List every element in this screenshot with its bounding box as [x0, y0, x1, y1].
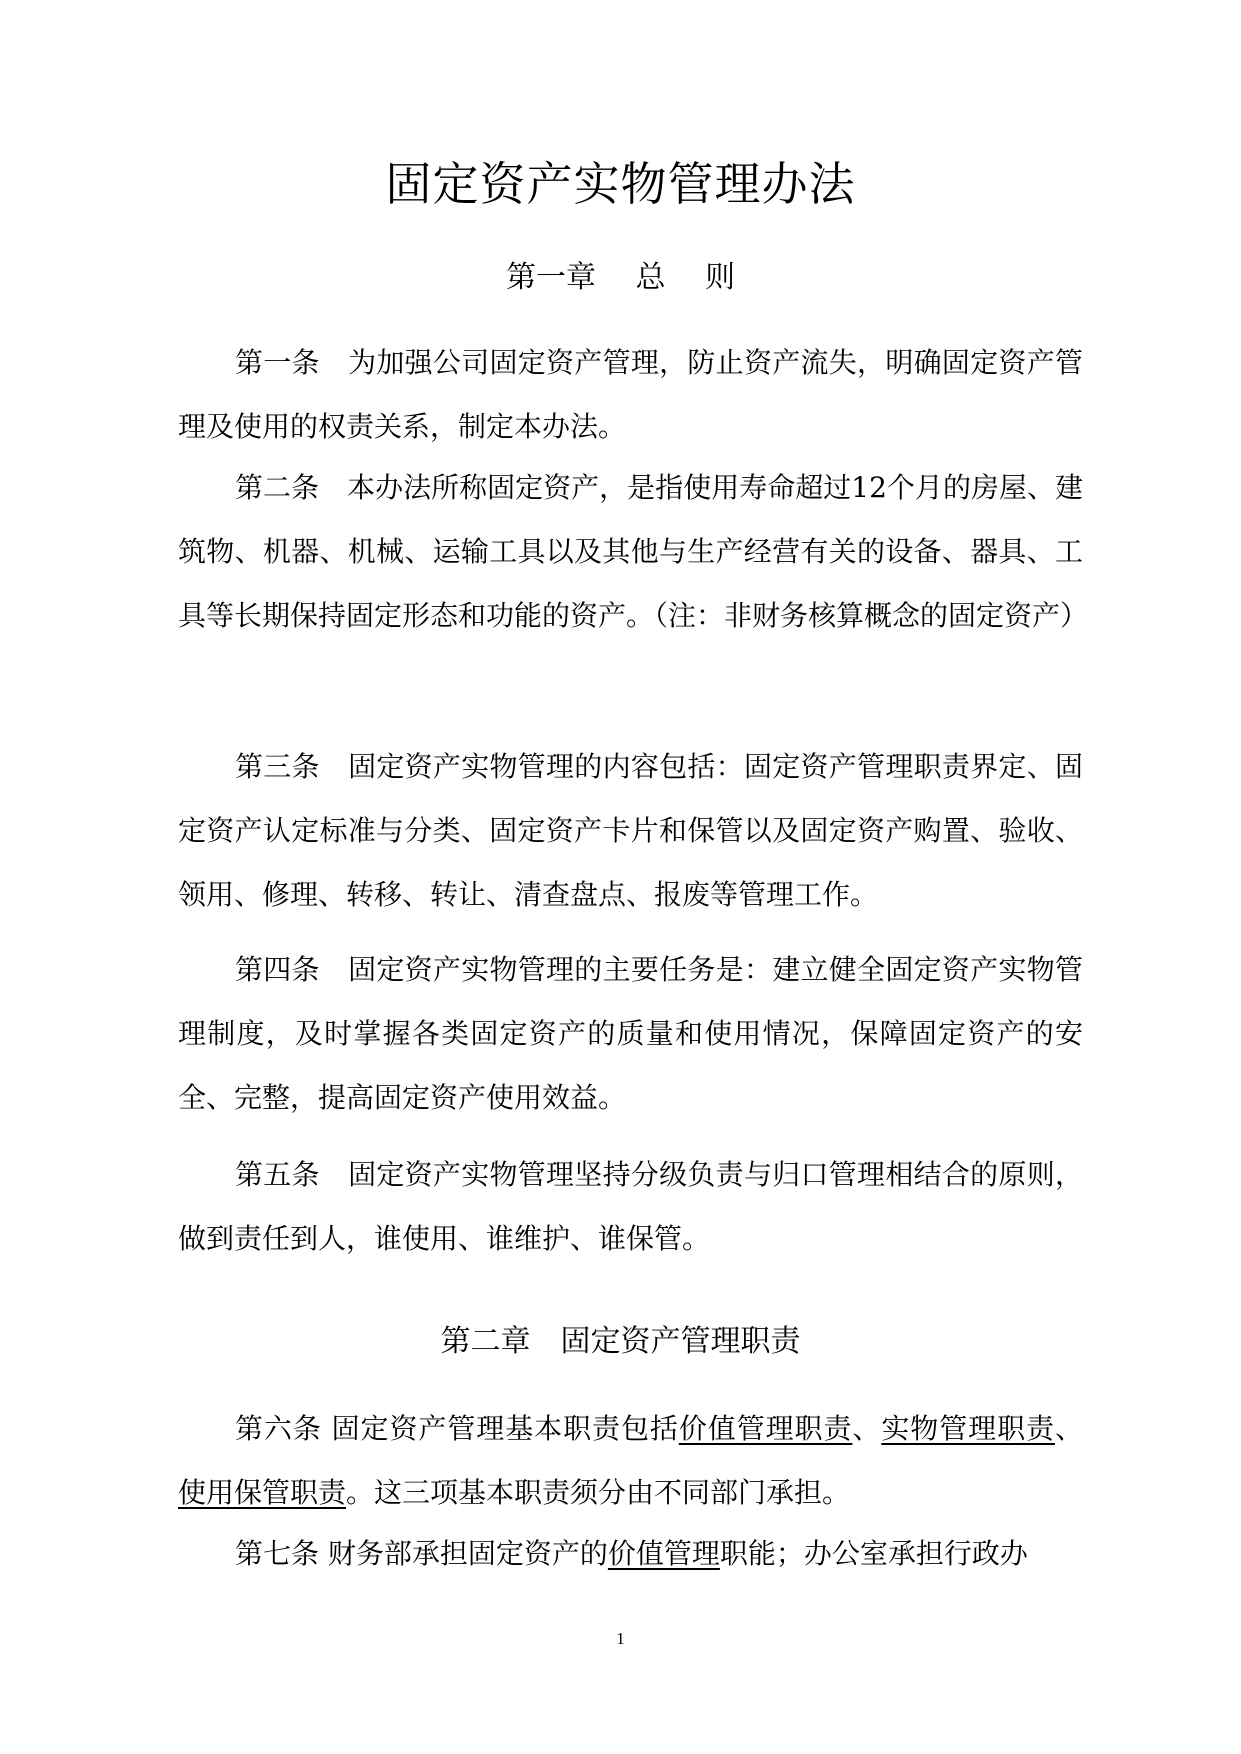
- article-3: 第三条 固定资产实物管理的内容包括：固定资产管理职责界定、固定资产认定标准与分类、固定资产卡片和保管以及固定资产购置、验收、领用、修理、转移、转让、清查盘点、报废等管理工作。: [178, 750, 1083, 911]
- article-6-prefix: 第六条 固定资产管理基本职责包括: [235, 1412, 679, 1445]
- article-7-prefix: 第七条 财务部承担固定资产的: [235, 1537, 608, 1570]
- article-1: 第一条 为加强公司固定资产管理，防止资产流失，明确固定资产管理及使用的权责关系，制定本办法。: [178, 346, 1083, 443]
- document-title: 固定资产实物管理办法: [385, 157, 856, 211]
- separator: 、: [852, 1412, 882, 1445]
- article-4: 第四条 固定资产实物管理的主要任务是：建立健全固定资产实物管理制度，及时掌握各类固定资产的质量和使用情况，保障固定资产的安全、完整，提高固定资产使用效益。: [178, 953, 1083, 1114]
- article-6-suffix: 。这三项基本职责须分由不同部门承担。: [346, 1476, 851, 1509]
- value-management-duty: 价值管理职责: [678, 1412, 853, 1445]
- physical-management-duty: 实物管理职责: [881, 1412, 1055, 1445]
- value-management-function: 价值管理: [607, 1537, 720, 1570]
- article-7-suffix: 职能；办公室承担行政办: [719, 1537, 1028, 1570]
- separator: 、: [1054, 1412, 1083, 1445]
- page-number: 1: [616, 1629, 625, 1648]
- article-7: [178, 1522, 1083, 1586]
- chapter-1-heading: 第一章 总 则: [505, 260, 736, 295]
- custody-duty: 使用保管职责: [178, 1476, 347, 1509]
- article-6: [178, 1397, 1083, 1525]
- article-2: 第二条 本办法所称固定资产，是指使用寿命超过12个月的房屋、建筑物、机器、机械、运输工具以及其他与生产经营有关的设备、器具、工具等长期保持固定形态和功能的资产。（注：非财务核算概念的固定资产）: [178, 471, 1089, 632]
- article-5: 第五条 固定资产实物管理坚持分级负责与归口管理相结合的原则，做到责任到人，谁使用、谁维护、谁保管。: [178, 1158, 1083, 1255]
- chapter-2-heading: 第二章 固定资产管理职责: [440, 1324, 801, 1359]
